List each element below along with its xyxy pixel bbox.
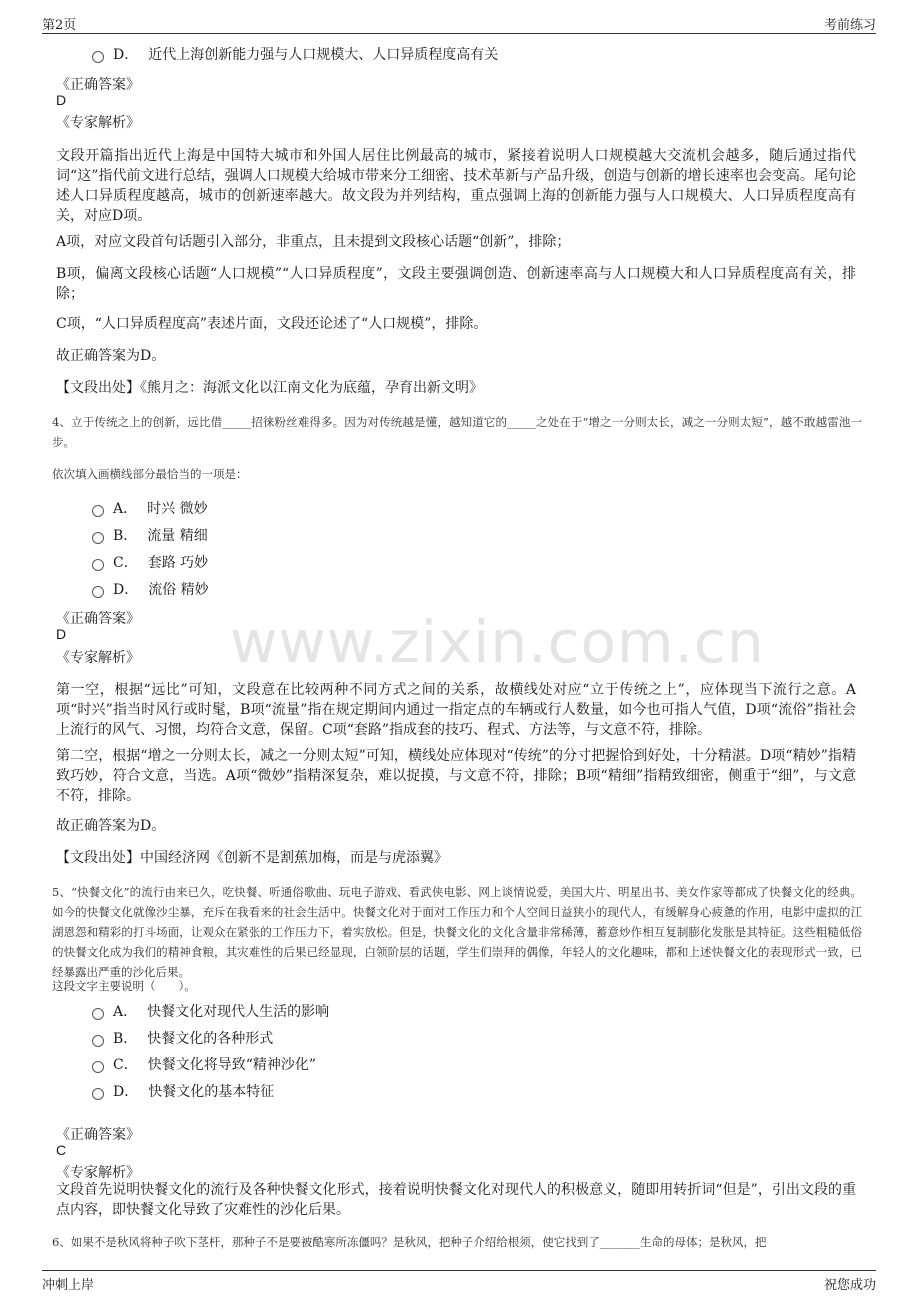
q4-answer-label: 《正确答案》 <box>56 611 140 627</box>
q3-answer-label: 《正确答案》 <box>56 77 140 93</box>
q4-analysis-label: 《专家解析》 <box>56 650 140 666</box>
q4-answer: D <box>56 626 67 642</box>
q4-question: 4、立于传统之上的创新，远比借_____招徕粉丝难得多。因为对传统越是懂，越知道它的_____之处在于“增之一分则太长，减之一分则太短”，越不敢越雷池一步。 <box>52 415 862 449</box>
q4-option-b[interactable]: B． 流量 精细 <box>92 525 208 545</box>
watermark: www.zixin.com.cn <box>230 608 765 676</box>
q4-analysis-paragraph: 第二空，根据“增之一分则太长，减之一分则太短”可知，横线处应体现对“传统”的分寸把握恰到好处，十分精湛。D项“精妙”指精致巧妙，符合文意，当选。A项“微妙”指精深复杂，难以捉摸，与文意不符，排除；B项“精细”指精致细密，侧重于“细”，与文意不符，排除。 <box>56 748 856 804</box>
page-footer <box>0 1270 920 1302</box>
q5-analysis-paragraph: 文段首先说明快餐文化的流行及各种快餐文化形式，接着说明快餐文化对现代人的积极意义，随即用转折词“但是”，引出文段的重点内容，即快餐文化导致了灾难性的沙化后果。 <box>56 1182 856 1218</box>
q5-option-d[interactable]: D． 快餐文化的基本特征 <box>92 1081 274 1101</box>
radio-icon[interactable] <box>92 532 104 544</box>
q5-option-a[interactable]: A． 快餐文化对现代人生活的影响 <box>92 1001 329 1021</box>
q3-source: 【文段出处】《熊月之：海派文化以江南文化为底蕴，孕育出新文明》 <box>56 380 483 396</box>
q3-analysis-paragraph: B项，偏离文段核心话题“人口规模”“人口异质程度”，文段主要强调创造、创新速率高与人口规模大和人口异质程度高有关，排除； <box>56 266 856 302</box>
q3-analysis-paragraph: C项，“人口异质程度高”表述片面，文段还论述了“人口规模”，排除。 <box>56 316 488 332</box>
header-title: 考前练习 <box>823 18 876 33</box>
q3-analysis-paragraph: 故正确答案为D。 <box>56 348 166 364</box>
q4-option-c[interactable]: C． 套路 巧妙 <box>92 552 208 572</box>
page-number: 第2页 <box>42 18 77 33</box>
q5-option-b[interactable]: B． 快餐文化的各种形式 <box>92 1028 273 1048</box>
radio-icon[interactable] <box>92 51 104 63</box>
q3-option-d[interactable]: D． 近代上海创新能力强与人口规模大、人口异质程度高有关 <box>92 44 498 64</box>
q3-answer: D <box>56 92 67 108</box>
radio-icon[interactable] <box>92 1035 104 1047</box>
q3-analysis-label: 《专家解析》 <box>56 115 140 131</box>
q4-prompt: 依次填入画横线部分最恰当的一项是： <box>52 467 248 481</box>
q4-option-d[interactable]: D． 流俗 精妙 <box>92 579 209 599</box>
q3-analysis-paragraph: A项，对应文段首句话题引入部分，非重点，且未提到文段核心话题“创新”，排除； <box>56 234 571 250</box>
footer-divider <box>42 1270 876 1271</box>
q4-analysis-paragraph: 第一空，根据“远比”可知，文段意在比较两种不同方式之间的关系，故横线处对应“立于传统之上”，应体现当下流行之意。A项“时兴”指当时风行或时髦，B项“流量”指在规定期间内通过一指定点的车辆或行人数量，如今也可指人气值，D项“流俗”指社会上流行的风气、习惯，均符合文意，保留。C项“套路”指成套的技巧、程式、方法等，与文意不符，排除。 <box>56 682 856 738</box>
q4-analysis-paragraph: 故正确答案为D。 <box>56 818 166 834</box>
header-divider <box>42 33 876 34</box>
footer-left: 冲刺上岸 <box>42 1278 95 1293</box>
q4-source: 【文段出处】中国经济网《创新不是割蕉加梅，而是与虎添翼》 <box>56 850 448 866</box>
page-header <box>0 0 920 34</box>
q3-analysis-paragraph: 文段开篇指出近代上海是中国特大城市和外国人居住比例最高的城市，紧接着说明人口规模越大交流机会越多，随后通过指代词“这”指代前文进行总结，强调人口规模大给城市带来分工细密、技术革新与产品升级，创造与创新的增长速率也会变高。尾句论述人口异质程度越高，城市的创新速率越大。故文段为并列结构，重点强调上海的创新能力强与人口规模大、人口异质程度高有关，对应D项。 <box>56 148 856 224</box>
q5-question: 5、“快餐文化”的流行由来已久，吃快餐、听通俗歌曲、玩电子游戏、看武侠电影、网上谈情说爱，美国大片、明星出书、美女作家等都成了快餐文化的经典。如今的快餐文化就像沙尘暴，充斥在我看来的社会生活中。快餐文化对于面对工作压力和个人空间日益狭小的现代人，有缓解身心疲惫的作用，电影中虚拟的江湖恩怨和精彩的打斗场面，让观众在紧张的工作压力下，着实放松。但是，快餐文化的文化含量非常稀薄，蓄意炒作相互复制膨化发胀是其特征。这些粗糙低俗的快餐文化成为我们的精神食粮，其灾难性的后果已经显现，白领阶层的话题，学生们崇拜的偶像，年轻人的文化趣味，都和上述快餐文化的表现形式一致，已经暴露出严重的沙化后果。 <box>52 885 862 979</box>
q5-option-c[interactable]: C． 快餐文化将导致“精神沙化” <box>92 1054 316 1074</box>
radio-icon[interactable] <box>92 505 104 517</box>
q6-question: 6、如果不是秋风将种子吹下茎杆，那种子不是要被酷寒所冻僵吗？是秋风，把种子介绍给根须，使它找到了_______生命的母体；是秋风，把 <box>52 1235 767 1249</box>
q4-option-a[interactable]: A． 时兴 微妙 <box>92 498 208 518</box>
q5-prompt: 这段文字主要说明（ ）。 <box>52 979 196 993</box>
footer-right: 祝您成功 <box>823 1278 876 1293</box>
radio-icon[interactable] <box>92 1008 104 1020</box>
radio-icon[interactable] <box>92 1061 104 1073</box>
radio-icon[interactable] <box>92 559 104 571</box>
radio-icon[interactable] <box>92 1088 104 1100</box>
q5-answer-label: 《正确答案》 <box>56 1127 140 1143</box>
radio-icon[interactable] <box>92 586 104 598</box>
q5-analysis-label: 《专家解析》 <box>56 1165 140 1181</box>
q5-answer: C <box>56 1142 67 1158</box>
